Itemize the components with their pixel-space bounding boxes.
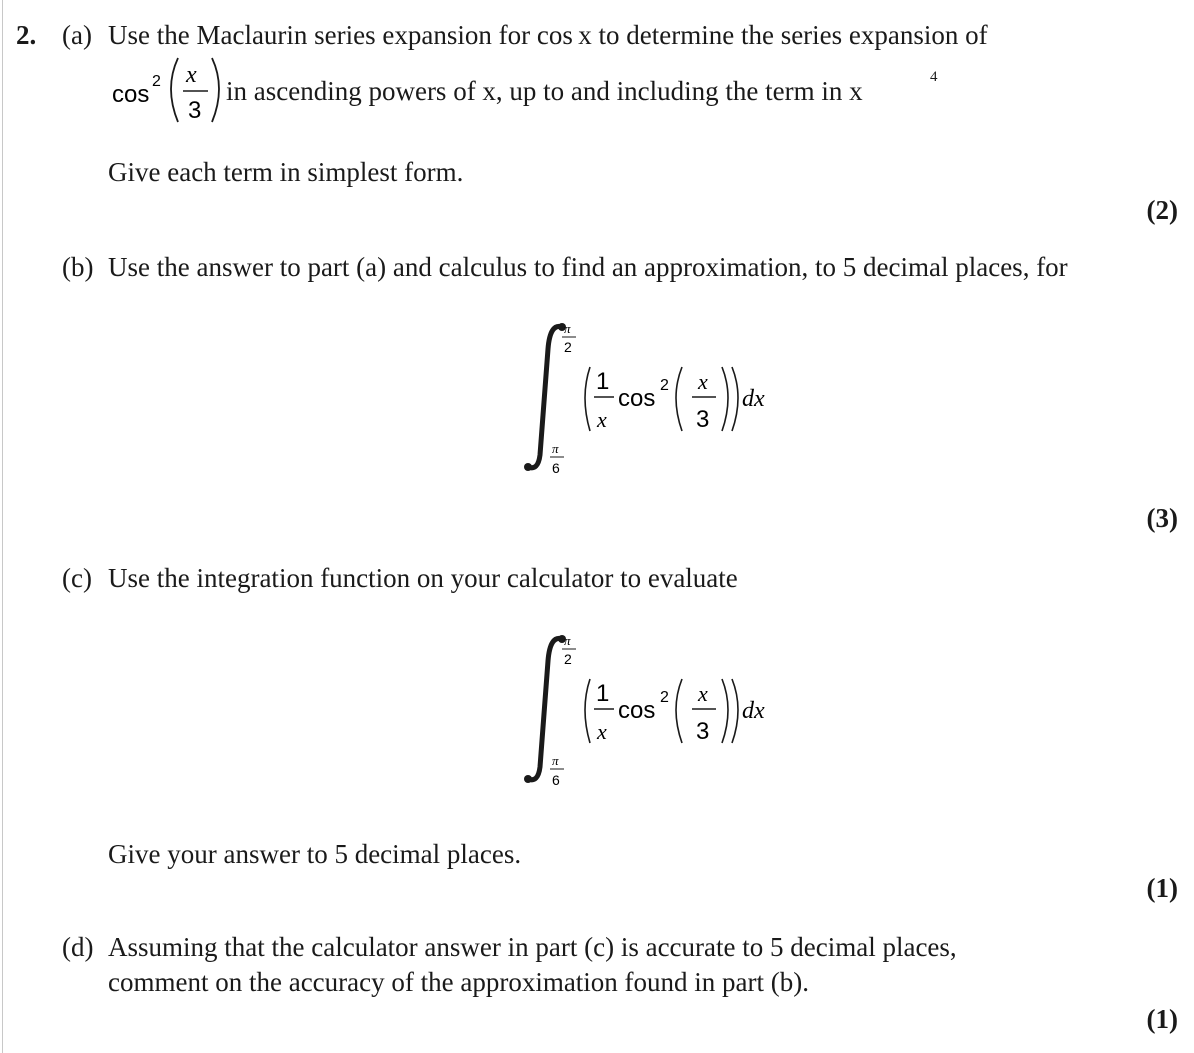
expr-power: 2 (152, 73, 161, 90)
part-c-instruction: Give your answer to 5 decimal places. (108, 839, 522, 869)
right-paren (212, 58, 219, 122)
part-b-text: Use the answer to part (a) and calculus to find an approximation, to 5 decimal places, for (108, 252, 1068, 282)
arg-numerator: x (698, 681, 708, 706)
lower-limit-den: 6 (552, 460, 560, 476)
part-b-marks: (3) (1146, 503, 1178, 533)
left-margin-rule (2, 0, 3, 1053)
part-c-marks: (1) (1146, 873, 1178, 903)
part-d-line1: Assuming that the calculator answer in part (c) is accurate to 5 decimal places, (108, 932, 957, 962)
frac-numerator: 1 (596, 680, 610, 707)
differential: dx (742, 698, 765, 724)
part-a-line2: in ascending powers of x, up to and including the term in x (226, 76, 863, 106)
cos-func: cos (618, 697, 656, 724)
part-a-marks: (2) (1146, 195, 1178, 225)
cos-power: 2 (660, 377, 669, 394)
inner-left-paren (676, 367, 682, 431)
frac-denominator: x (597, 719, 607, 744)
upper-limit-den: 2 (564, 651, 572, 667)
expr-denominator: 3 (188, 97, 202, 124)
lower-limit-den: 6 (552, 772, 560, 788)
arg-denominator: 3 (696, 406, 710, 433)
part-c-label: (c) (62, 563, 92, 593)
inner-right-paren (722, 367, 728, 431)
frac-denominator: x (597, 407, 607, 432)
part-c-text: Use the integration function on your calculator to evaluate (108, 563, 738, 593)
frac-numerator: 1 (596, 368, 610, 395)
lower-limit-num: π (552, 441, 559, 456)
expr-func: cos (112, 81, 150, 108)
part-a-instruction: Give each term in simplest form. (108, 157, 464, 187)
inner-right-paren (722, 679, 728, 743)
upper-limit-num: π (564, 321, 571, 336)
arg-denominator: 3 (696, 718, 710, 745)
cos-power: 2 (660, 689, 669, 706)
part-d-marks: (1) (1146, 1004, 1178, 1034)
differential: dx (742, 386, 765, 412)
left-paren (171, 58, 178, 122)
outer-left-paren (585, 367, 590, 431)
part-a-expression (108, 52, 228, 128)
upper-limit-num: π (564, 633, 571, 648)
part-a-line1: Use the Maclaurin series expansion for cos x to determine the series expansion of (108, 20, 988, 50)
term-power: 4 (930, 69, 938, 85)
upper-limit-den: 2 (564, 339, 572, 355)
outer-left-paren (585, 679, 590, 743)
part-b-label: (b) (62, 252, 94, 282)
integral-c (510, 627, 800, 797)
question-number: 2. (16, 20, 37, 50)
outer-right-paren (732, 367, 738, 431)
part-d-line2: comment on the accuracy of the approximation found in part (b). (108, 967, 810, 997)
arg-numerator: x (698, 369, 708, 394)
cos-func: cos (618, 385, 656, 412)
inner-left-paren (676, 679, 682, 743)
part-d-label: (d) (62, 932, 94, 962)
integral-b (510, 315, 800, 485)
part-a-label: (a) (62, 20, 92, 50)
lower-limit-num: π (552, 753, 559, 768)
outer-right-paren (732, 679, 738, 743)
expr-numerator: x (186, 62, 197, 88)
